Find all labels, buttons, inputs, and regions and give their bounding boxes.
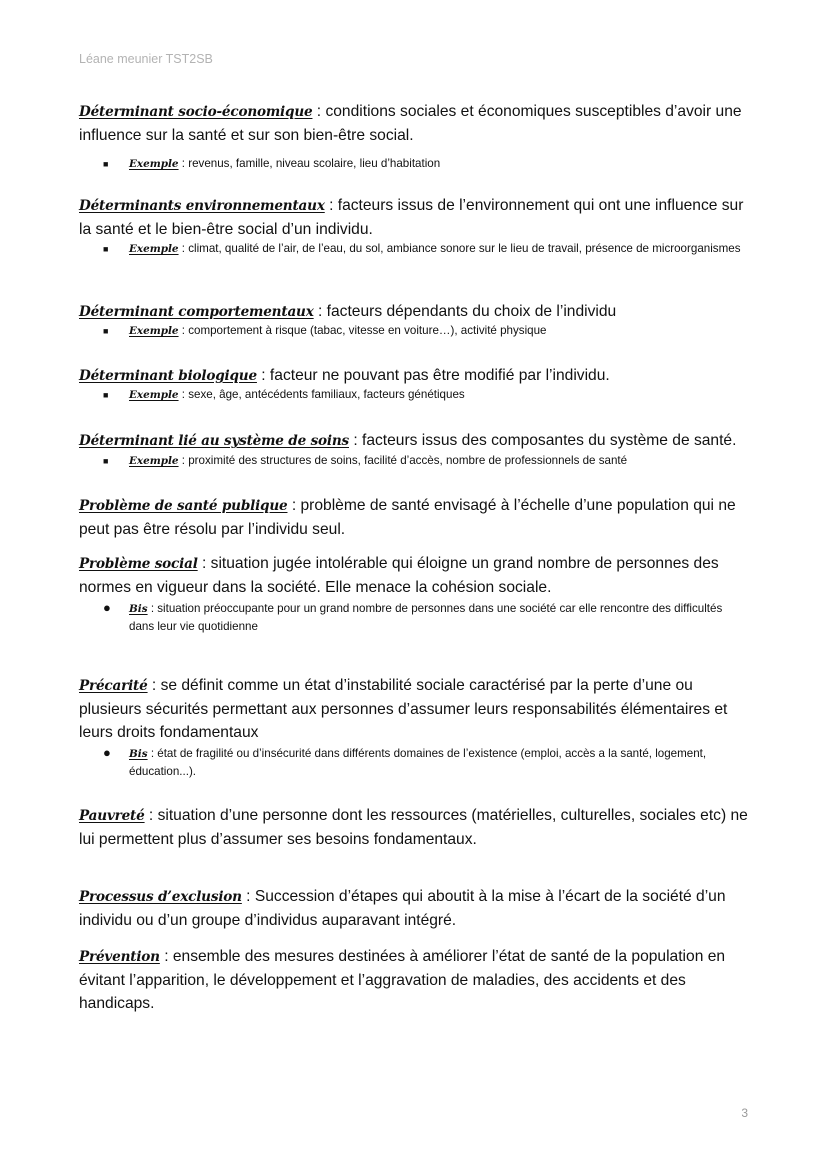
definition-term: Problème social: [79, 556, 198, 572]
definition-term: Déterminant comportementaux: [79, 304, 314, 320]
definition-term: Déterminants environnementaux: [79, 198, 325, 214]
definition-term: Précarité: [79, 678, 148, 694]
definition-prevention: [79, 945, 754, 1015]
round-bullet-icon: ●: [103, 600, 111, 615]
definition-text: : facteurs issus des composantes du système de santé.: [349, 432, 737, 449]
page-number: 3: [741, 1106, 748, 1120]
definition-text: : situation jugée intolérable qui éloigne un grand nombre de personnes des normes en vigueur dans la société. Elle menace la cohésion sociale.: [79, 555, 719, 596]
square-bullet-icon: ■: [103, 326, 109, 336]
definition-term: Processus d’exclusion: [79, 889, 242, 905]
example-label: Exemple: [129, 389, 179, 401]
square-bullet-icon: ■: [103, 159, 109, 169]
round-bullet-icon: ●: [103, 745, 111, 760]
definition-comportementaux: [79, 300, 754, 324]
definition-term: Problème de santé publique: [79, 498, 288, 514]
bis-precarite: [103, 745, 743, 781]
bis-label: Bis: [129, 748, 148, 760]
definition-term: Déterminant socio-économique: [79, 104, 313, 120]
example-label: Exemple: [129, 158, 179, 170]
square-bullet-icon: ■: [103, 244, 109, 254]
definition-systeme-de-soins: [79, 429, 754, 453]
definition-text: : problème de santé envisagé à l’échelle d’une population qui ne peut pas être résolu par l’individu seul.: [79, 497, 736, 538]
example-label: Exemple: [129, 325, 179, 337]
example-biologique: [103, 386, 743, 404]
example-label: Exemple: [129, 455, 179, 467]
definition-text: : facteur ne pouvant pas être modifié par l’individu.: [256, 367, 610, 384]
definition-text: : se définit comme un état d’instabilité sociale caractérisé par la perte d’une ou plusieurs sécurités permettant aux personnes d’assumer leurs responsabilités élémentaires et leurs droits fondamentaux: [79, 677, 728, 741]
page-header-author: Léane meunier TST2SB: [79, 52, 213, 66]
example-text: : comportement à risque (tabac, vitesse en voiture…), activité physique: [178, 324, 547, 337]
definition-precarite: [79, 674, 754, 744]
definition-text: : situation d’une personne dont les ressources (matérielles, culturelles, sociales etc) ne lui permettent plus d’assumer ses besoins fondamentaux.: [79, 807, 748, 848]
example-text: : climat, qualité de l’air, de l’eau, du sol, ambiance sonore sur le lieu de travail, présence de microorganismes: [178, 242, 741, 255]
definition-text: : Succession d’étapes qui aboutit à la mise à l’écart de la société d’un individu ou d’un groupe d’individus auparavant intégré.: [79, 888, 726, 929]
definition-socio-economique: [79, 100, 754, 147]
example-text: : sexe, âge, antécédents familiaux, facteurs génétiques: [178, 388, 465, 401]
definition-text: : conditions sociales et économiques susceptibles d’avoir une influence sur la santé et sur son bien-être social.: [79, 103, 742, 144]
bis-probleme-social: [103, 600, 743, 636]
example-systeme-de-soins: [103, 452, 743, 470]
definition-biologique: [79, 364, 754, 388]
definition-term: Déterminant biologique: [79, 368, 257, 384]
example-socio-economique: [103, 155, 743, 173]
definition-text: : facteurs issus de l’environnement qui ont une influence sur la santé et le bien-être social d’un individu.: [79, 197, 744, 238]
definition-sante-publique: [79, 494, 754, 541]
bis-label: Bis: [129, 603, 148, 615]
definition-pauvrete: [79, 804, 754, 851]
bis-text: : état de fragilité ou d’insécurité dans différents domaines de l’existence (emploi, accès a la santé, logement, éducation...).: [129, 747, 707, 778]
definition-processus-exclusion: [79, 885, 754, 932]
example-text: : proximité des structures de soins, facilité d’accès, nombre de professionnels de santé: [178, 454, 628, 467]
square-bullet-icon: ■: [103, 456, 109, 466]
definition-text: : facteurs dépendants du choix de l’individu: [313, 303, 617, 320]
definition-text: : ensemble des mesures destinées à améliorer l’état de santé de la population en évitant l’apparition, le développement et l’aggravation de maladies, des accidents et des handicaps.: [79, 948, 726, 1012]
example-text: : revenus, famille, niveau scolaire, lieu d’habitation: [178, 157, 441, 170]
example-environnementaux: [103, 240, 743, 258]
bis-text: : situation préoccupante pour un grand nombre de personnes dans une société car elle rencontre des difficultés dans leur vie quotidienne: [129, 602, 723, 633]
definition-term: Prévention: [79, 949, 160, 965]
example-comportementaux: [103, 322, 743, 340]
definition-term: Déterminant lié au système de soins: [79, 433, 349, 449]
definition-probleme-social: [79, 552, 754, 599]
definition-term: Pauvreté: [79, 808, 145, 824]
example-label: Exemple: [129, 243, 179, 255]
square-bullet-icon: ■: [103, 390, 109, 400]
definition-environnementaux: [79, 194, 754, 241]
